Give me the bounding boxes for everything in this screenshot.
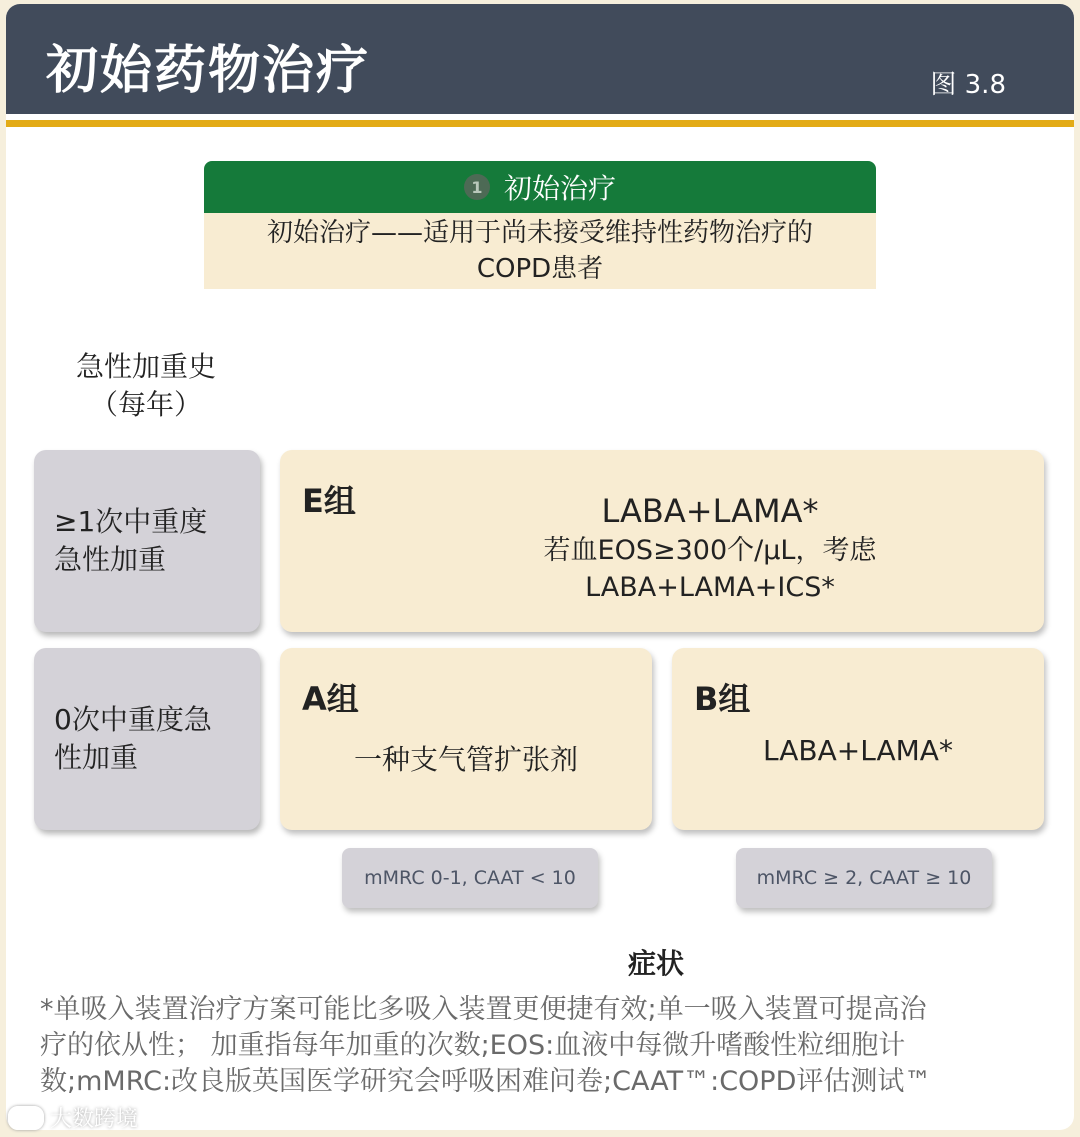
group-e-line-1: LABA+LAMA* (601, 492, 819, 530)
group-a-recommendation: 一种支气管扩张剂 (353, 743, 578, 776)
group-b-recommendation: LABA+LAMA* (763, 734, 953, 767)
initial-treatment-header (204, 161, 876, 213)
figure-card (6, 4, 1074, 1130)
group-e-line-3: LABA+LAMA+ICS* (585, 572, 835, 603)
exacerbation-history-axis-label (46, 348, 246, 424)
group-a-name: A组 (302, 680, 359, 718)
group-e-recommendation (480, 490, 940, 606)
group-a-box (280, 648, 652, 830)
watermark (8, 1102, 138, 1133)
row-label-low-line-1: 0次中重度急 (54, 703, 212, 736)
figure-label: 图 3.8 (930, 70, 1006, 100)
symptoms-axis-label: 症状 (627, 947, 684, 980)
step-number-badge: 1 (464, 174, 490, 200)
watermark-logo-icon (8, 1106, 44, 1130)
history-axis-line-1: 急性加重史 (75, 350, 216, 383)
watermark-text: 大数跨境 (50, 1107, 139, 1132)
row-label-no-exacerbation (34, 648, 260, 830)
initial-treatment-line-1: 初始治疗——适用于尚未接受维持性药物治疗的 (266, 218, 813, 248)
history-axis-line-2: （每年） (89, 388, 202, 421)
row-label-low-line-2: 性加重 (54, 741, 139, 774)
group-e-line-2: 若血EOS≥300个/μL，考虑 (543, 535, 877, 566)
footnote-line-3: 数;mMRC:改良版英国医学研究会呼吸困难问卷;CAAT™:COPD评估测试™ (40, 1066, 932, 1097)
footnote-line-2: 疗的依从性； 加重指每年加重的次数;EOS:血液中每微升嗜酸性粒细胞计 (40, 1030, 906, 1061)
initial-treatment-title: 初始治疗 (503, 172, 616, 205)
initial-treatment-description (204, 213, 876, 289)
footnote (40, 992, 1045, 1100)
initial-treatment-box (204, 161, 876, 289)
symptom-box-high: mMRC ≥ 2, CAAT ≥ 10 (736, 848, 992, 908)
row-label-high-line-2: 急性加重 (54, 543, 167, 576)
footnote-line-1: *单吸入装置治疗方案可能比多吸入装置更便捷有效;单一吸入装置可提高治 (40, 994, 927, 1025)
page-title: 初始药物治疗 (46, 41, 371, 101)
title-bar (6, 4, 1074, 114)
group-b-name: B组 (694, 680, 751, 718)
row-label-high-line-1: ≥1次中重度 (54, 505, 208, 538)
initial-treatment-line-2: COPD患者 (476, 254, 604, 284)
accent-divider (6, 120, 1074, 127)
row-label-high-exacerbation (34, 450, 260, 632)
group-b-box (672, 648, 1044, 830)
group-e-box (280, 450, 1044, 632)
symptom-box-low: mMRC 0-1, CAAT < 10 (342, 848, 598, 908)
group-e-name: E组 (302, 482, 356, 520)
